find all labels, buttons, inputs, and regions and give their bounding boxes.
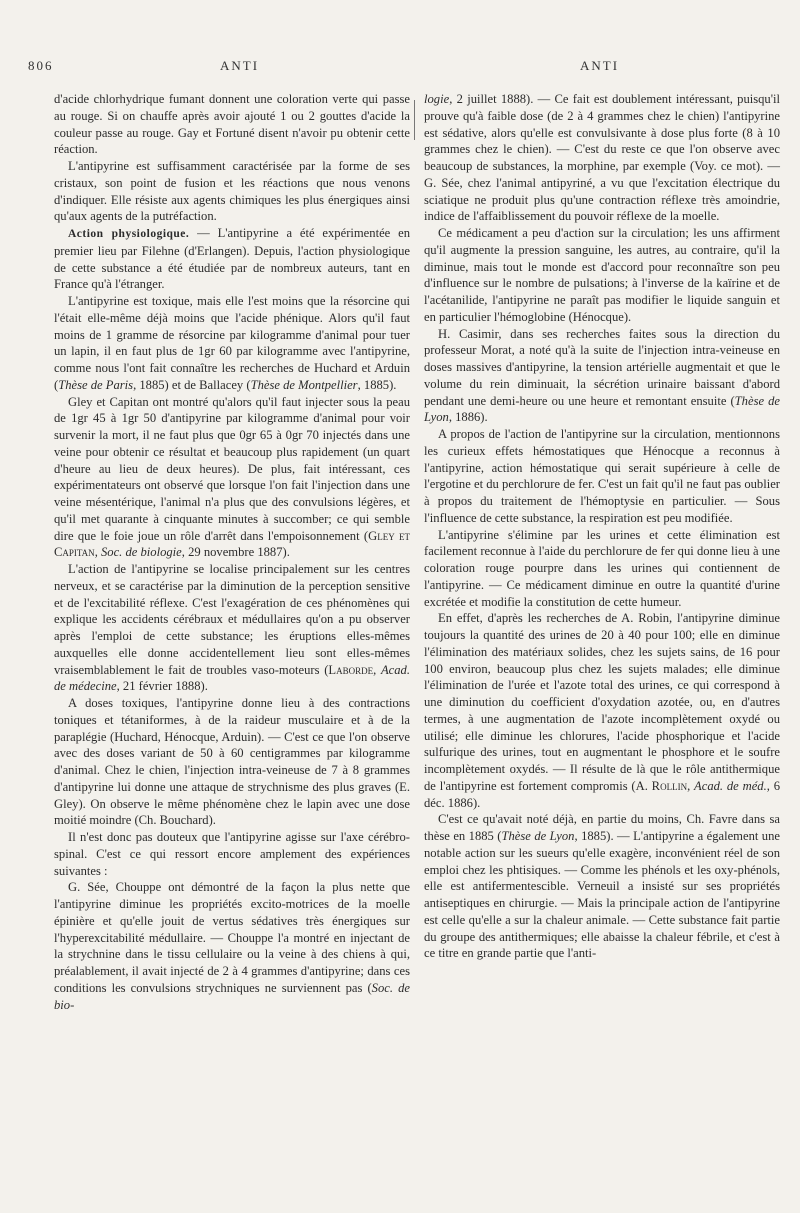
paragraph [54, 561, 410, 695]
paragraph-text: — L'antipyrine a été expérimentée en premier lieu par Filehne (d'Erlangen). Depuis, l'action physiologique de cette substance a été étudiée par de nombreux auteurs, tant en France qu'à l'étranger. [54, 226, 410, 292]
paragraph [424, 91, 780, 225]
paragraph: A propos de l'action de l'antipyrine sur la circulation, mentionnons les curieux effets hémostatiques que Hénocque a reconnus à l'antipyrine, action hémostatique qui serait supérieure à celle de l'ergotine et du perchlorure de fer. C'est un fait qu'il ne faut pas oublier à propos du traitement de l'hémoptysie en particulier. — Sous l'influence de cette substance, la respiration est peu modifiée. [424, 427, 780, 525]
left-column [54, 91, 410, 1013]
page-number: 806 [28, 58, 54, 73]
paragraph: Ce médicament a peu d'action sur la circulation; les uns affirment qu'il augmente la pression sanguine, les autres, au contraire, qu'il la diminue, mais tout le monde est d'accord pour reconnaître son peu d'influence sur le nombre de pulsations; à l'inverse de la kaïrine et de l'acétanilide, l'antipyrine ne paraît pas modifier le liquide sanguin et en particulier l'hémoglobine (Hénocque). [424, 226, 780, 324]
paragraph [424, 326, 780, 427]
paragraph: d'acide chlorhydrique fumant donnent une coloration verte qui passe au rouge. Si on chauffe après avoir ajouté 1 ou 2 gouttes d'acide la couleur passe au rouge. Gay et Fortuné disent n'avoir pu obtenir cette réaction. [54, 92, 410, 157]
paragraph [54, 225, 410, 293]
citation-title: Soc. de bio- [54, 980, 410, 1012]
paragraph-text: Gley et Capitan ont montré qu'alors qu'il faut injecter sous la peau de 1gr 45 à 1gr 50 d'antipyrine par kilogramme d'animal pour voir survenir la mort, il ne faut plus que 0gr 65 à 0gr 70 injectés dans une veine pour obtenir ce résultat et beaucoup plus rapidement (un quart d'heure au lieu de deux heures). De plus, fait intéressant, ces expérimentateurs ont observé que lorsque l'on fait l'injection dans une veine mésentérique, l'animal n'a plus que des convulsions légères, et qu'il met quarante à cinquante minutes à succomber; ce qui semble dire que le foie joue un rôle d'arrêt dans l'empoisonnement ( [54, 394, 410, 543]
citation-title: Acad. de méd. [694, 778, 767, 793]
paragraph-text: L'antipyrine est toxique, mais elle l'est moins que la résorcine qui l'était elle-même déjà moins que l'acide phénique. Alors qu'il faut moins de 1 gramme de résorcine par kilogramme d'animal pour tuer un lapin, il en faut plus de 1gr 60 par kilogramme avec l'antipyrine, comme nous l'ont fait connaître les recherches de Huchard et Arduin ( [54, 294, 410, 392]
paragraph [54, 879, 410, 1013]
paragraph-text: , 29 novembre 1887). [181, 545, 290, 560]
paragraph-text: , [687, 778, 695, 793]
paragraph-text: , 1885) et de Ballacey ( [133, 377, 251, 392]
paragraph [424, 811, 780, 962]
paragraph: A doses toxiques, l'antipyrine donne lieu à des contractions toniques et tétaniformes, à de la raideur musculaire et à de la paraplégie (Huchard, Hénocque, Arduin). — C'est ce que l'on observe avec des doses variant de 50 à 60 centigrammes par kilogramme d'animal. Chez le chien, l'injection intra-veineuse de 7 à 8 grammes d'antipyrine lui donne une attaque de strychnisme des plus graves (E. Gley). On observe le même phénomène chez le lapin avec une dose moitié moindre (Ch. Bouchard). [54, 696, 410, 828]
citation-title: Thèse de Lyon [501, 829, 575, 843]
paragraph-text: L'action de l'antipyrine se localise principalement sur les centres nerveux, et se caractérise par la diminution de la perception sensitive et de l'excitabilité réflexe. C'est l'exagération de ces phénomènes qui explique les accidents cérébraux et médullaires qu'on a pu observer après l'emploi de cette substance; les éruptions elles-mêmes auxquelles elle donne accidentellement lieu sont elles-mêmes vraisemblablement le fait de troubles vaso-moteurs ( [54, 562, 410, 677]
citation-author: Rollin [651, 778, 688, 793]
paragraph [54, 394, 410, 562]
paragraph-text: , [373, 662, 381, 677]
citation-title: Acad. de médecine [54, 662, 410, 694]
paragraph [54, 293, 410, 394]
header-left-title: ANTI [220, 58, 260, 73]
citation-title: Soc. de biologie [100, 545, 182, 560]
header-right-title: ANTI [580, 58, 620, 73]
paragraph [424, 610, 780, 811]
paragraph-text: , 21 février 1888). [116, 679, 208, 694]
paragraph: Il n'est donc pas douteux que l'antipyrine agisse sur l'axe cérébro-spinal. C'est ce qui ressort encore amplement des expériences suivantes : [54, 830, 410, 878]
citation-author: Laborde [328, 662, 374, 677]
paragraph-text: , [94, 545, 101, 560]
paragraph-text: , 1885). — L'antipyrine a également une notable action sur les sueurs qu'elle exagère, inconvénient réel de son emploi chez les phtisiques. — Comme les phénols et les oxy-phénols, elle est antifermentescible. Verneuil a insisté sur ses propriétés antiseptiques en chirurgie. — Mais la principale action de l'antipyrine est celle qu'elle a sur la chaleur animale. — Cette substance fait partie du groupe des antithermiques; elle abaisse la chaleur fébrile, et c'est à ce titre en grande partie que l'anti- [424, 829, 780, 961]
paragraph-text: G. Sée, Chouppe ont démontré de la façon la plus nette que l'antipyrine diminue les propriétés excito-motrices de la moelle épinière et qu'elle jouit de vertus sédatives très énergiques sur l'hyperexcitabilité médullaire. — Chouppe l'a montré en injectant de la strychnine dans le tissu cellulaire ou la veine à des chiens à qui, préalablement, il avait injecté de 2 à 4 grammes d'antipyrine; dans ces conditions les convulsions strychniques ne surviennent pas ( [54, 880, 410, 995]
paragraph-text: , 1885). [357, 377, 397, 392]
paragraph-text: C'est ce qu'avait noté déjà, en partie du moins, Ch. Favre dans sa thèse en 1885 ( [424, 812, 780, 843]
citation-title: logie [424, 92, 450, 106]
paragraph-text: , 1886). [448, 410, 488, 425]
citation-title: Thèse de Paris [58, 377, 134, 392]
paragraph-text: , 6 déc. 1886). [424, 778, 780, 810]
paragraph-text: , 2 juillet 1888). — Ce fait est doublement intéressant, puisqu'il prouve qu'à faible dose (de 2 à 4 grammes chez le chien) l'antipyrine est sédative, alors qu'elle est convulsivante à dose plus forte (8 à 10 grammes chez le chien). — C'est du reste ce que l'on observe avec beaucoup de substances, la morphine, par exemple (Voy. ce mot). — G. Sée, chez l'animal antipyriné, a vu que l'excitation électrique du sciatique ne produit plus qu'une contraction réflexe très amoindrie, indice de l'affaiblissement du pouvoir réflexe de la moelle. [424, 92, 780, 224]
right-column [424, 91, 780, 962]
citation-title: Thèse de Lyon [424, 393, 780, 425]
citation-author: Gley et Capitan [54, 528, 411, 560]
running-header [0, 58, 800, 80]
section-heading: Action physiologique. [68, 228, 190, 240]
paragraph: L'antipyrine s'élimine par les urines et cette élimination est facilement reconnue à l'aide du perchlorure de fer qui donne lieu à une coloration rouge pourpre dans les urines qui contiennent de l'antipyrine. — Ce médicament diminue en outre la quantité d'urine excrétée et modifie la constitution de cette humeur. [424, 527, 780, 609]
paragraph: L'antipyrine est suffisamment caractérisée par la forme de ses cristaux, son point de fusion et les réactions que nous venons d'indiquer. Elle résiste aux agents chimiques les plus énergiques ainsi qu'aux agents de la putréfaction. [54, 159, 410, 224]
column-divider [414, 100, 415, 140]
citation-title: Thèse de Montpellier [250, 377, 358, 392]
paragraph-text: H. Casimir, dans ses recherches faites sous la direction du professeur Morat, a noté qu'à la suite de l'injection intra-veineuse en doses massives d'antipyrine, la tension artérielle augmentait et que le volume du rein diminuait, la sécrétion urinaire baissant d'abord pendant une demi-heure ou une heure et remontant ensuite ( [424, 326, 780, 408]
paragraph-text: En effet, d'après les recherches de A. Robin, l'antipyrine diminue toujours la quantité des urines de 20 à 40 pour 100; elle en diminue l'élimination des matériaux solides, chez les sujets sains, de 16 pour 100 environ, beaucoup plus chez les sujets malades; elle diminue l'élimination de l'urée et l'azote total des urines, ce qui correspond à une diminution du coefficient d'oxydation azotée, ou, en d'autres termes, à une augmentation de l'azote incomplètement oxydé ou utilisé; elle diminue les chlorures, l'acide phosphorique et l'acide sulfurique des urines, tout en augmentant le phosphore et le soufre incomplètement oxydés. — Il résulte de là que le rôle antithermique de l'antipyrine est fortement compromis (A. [424, 611, 780, 793]
